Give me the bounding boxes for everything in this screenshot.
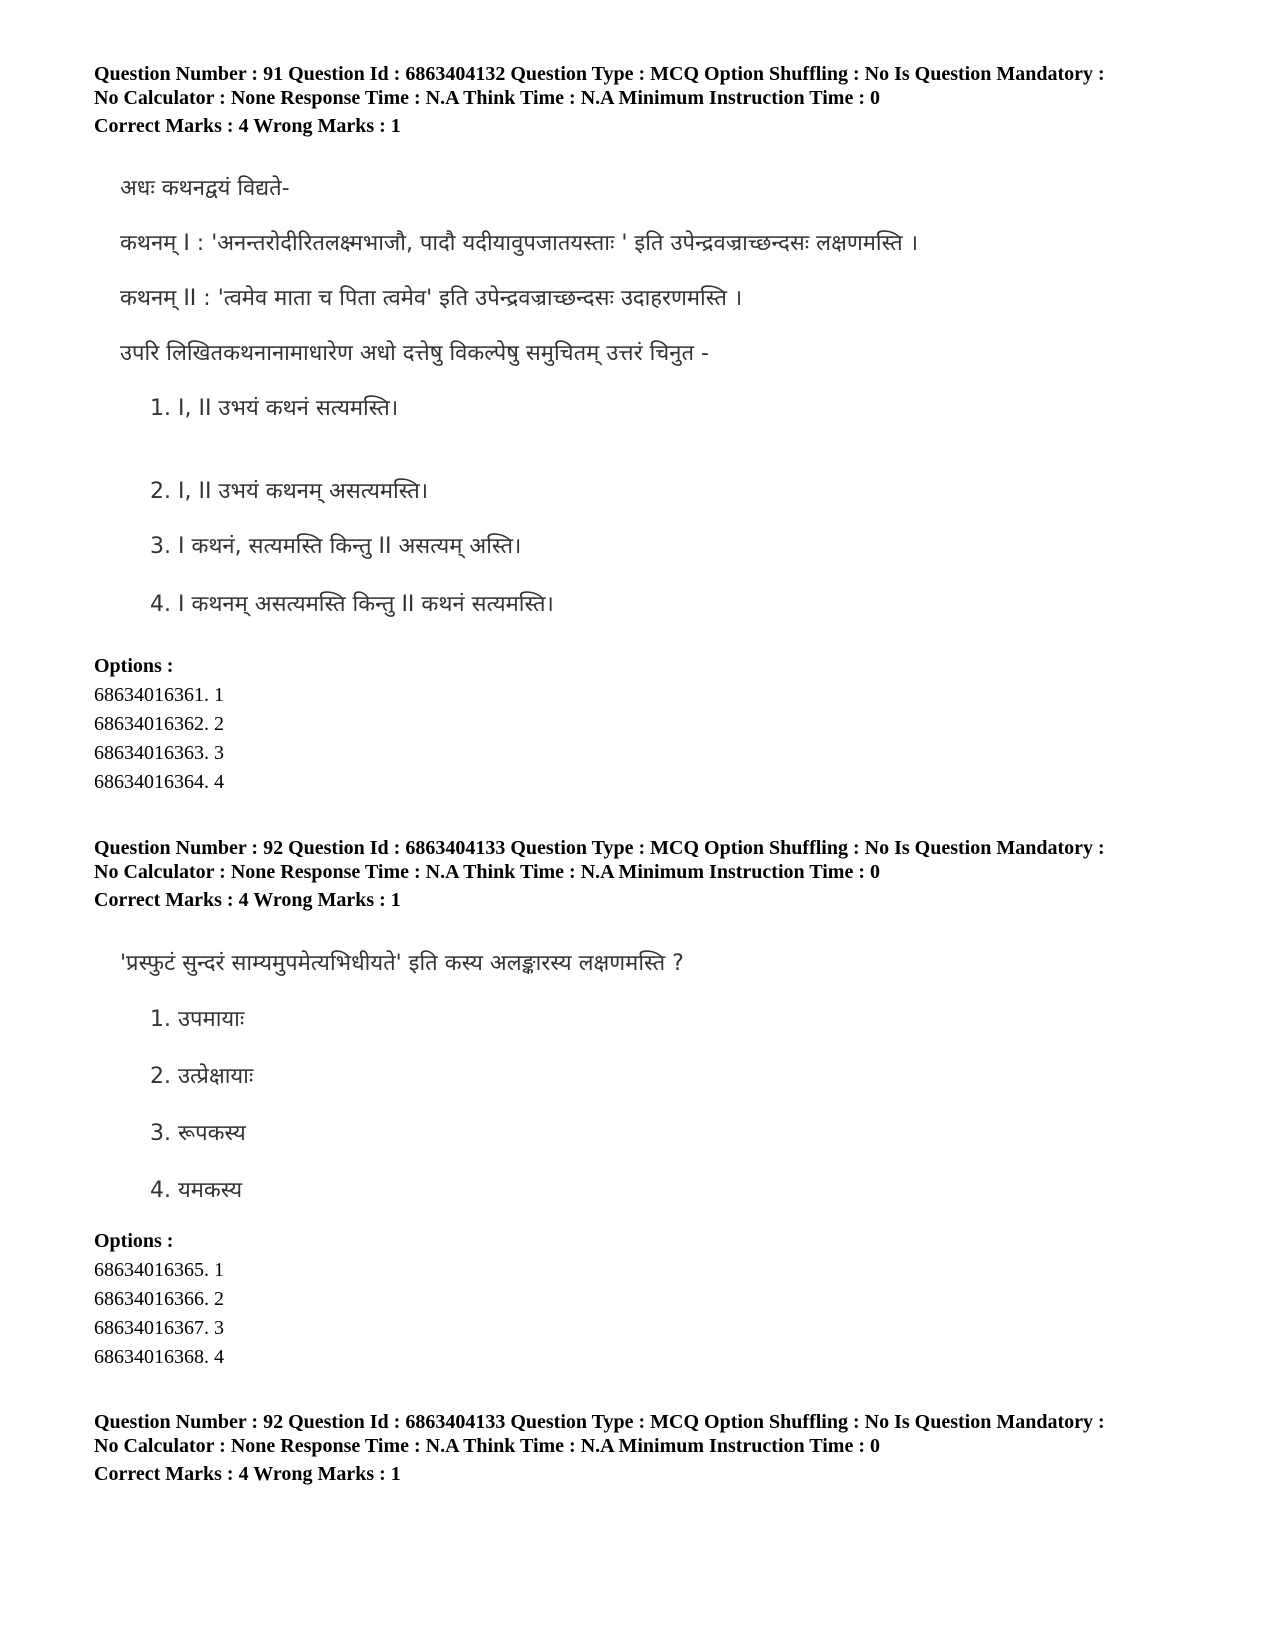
question-text: 'प्रस्फुटं सुन्दरं साम्यमुपमेत्यभिधीयते' इति कस्य अलङ्कारस्य लक्षणमस्ति ? <box>120 951 684 976</box>
question-marks: Correct Marks : 4 Wrong Marks : 1 <box>94 115 401 137</box>
question-91-header <box>94 62 1105 138</box>
choice-item: 1. उपमायाः <box>150 1007 245 1032</box>
question-meta-line: Question Number : 92 Question Id : 6863404133 Question Type : MCQ Option Shuffling : No Is Question Mandatory : <box>94 837 1105 859</box>
question-text: अधः कथनद्वयं विद्यते- <box>120 176 290 201</box>
option-id: 68634016364. 4 <box>94 771 224 793</box>
choice-item: 2. उत्प्रेक्षायाः <box>150 1064 254 1089</box>
question-marks: Correct Marks : 4 Wrong Marks : 1 <box>94 1463 401 1485</box>
choice-item: 4. I कथनम् असत्यमस्ति किन्तु II कथनं सत्यमस्ति। <box>150 592 554 617</box>
choice-item: 3. रूपकस्य <box>150 1121 246 1146</box>
question-marks: Correct Marks : 4 Wrong Marks : 1 <box>94 889 401 911</box>
question-meta-line: Question Number : 91 Question Id : 6863404132 Question Type : MCQ Option Shuffling : No Is Question Mandatory : <box>94 63 1105 85</box>
question-meta-line: No Calculator : None Response Time : N.A Think Time : N.A Minimum Instruction Time : 0 <box>94 1435 880 1457</box>
option-id: 68634016367. 3 <box>94 1317 224 1339</box>
question-text: कथनम् II : 'त्वमेव माता च पिता त्वमेव' इति उपेन्द्रवज्राच्छन्दसः उदाहरणमस्ति । <box>120 286 743 311</box>
question-text: उपरि लिखितकथनानामाधारेण अधो दत्तेषु विकल्पेषु समुचितम् उत्तरं चिनुत - <box>120 341 709 366</box>
option-id: 68634016362. 2 <box>94 713 224 735</box>
option-id: 68634016365. 1 <box>94 1259 224 1281</box>
question-meta-line: No Calculator : None Response Time : N.A Think Time : N.A Minimum Instruction Time : 0 <box>94 861 880 883</box>
option-id: 68634016363. 3 <box>94 742 224 764</box>
choice-item: 3. I कथनं, सत्यमस्ति किन्तु II असत्यम् अस्ति। <box>150 534 522 559</box>
question-meta-line: No Calculator : None Response Time : N.A Think Time : N.A Minimum Instruction Time : 0 <box>94 87 880 109</box>
question-text: कथनम् I : 'अनन्तरोदीरितलक्ष्मभाजौ, पादौ यदीयावुपजातयस्ताः ' इति उपेन्द्रवज्राच्छन्दसः लक्षणमस्ति । <box>120 231 919 256</box>
question-meta-line: Question Number : 92 Question Id : 6863404133 Question Type : MCQ Option Shuffling : No Is Question Mandatory : <box>94 1411 1105 1433</box>
option-id: 68634016361. 1 <box>94 684 224 706</box>
option-id: 68634016368. 4 <box>94 1346 224 1368</box>
option-id: 68634016366. 2 <box>94 1288 224 1310</box>
question-92-repeat-header <box>94 1410 1105 1486</box>
options-label: Options : <box>94 655 174 677</box>
choice-item: 2. I, II उभयं कथनम् असत्यमस्ति। <box>150 479 429 504</box>
choice-item: 1. I, II उभयं कथनं सत्यमस्ति। <box>150 396 399 421</box>
choice-item: 4. यमकस्य <box>150 1178 243 1203</box>
question-92-header <box>94 836 1105 912</box>
options-label: Options : <box>94 1230 174 1252</box>
